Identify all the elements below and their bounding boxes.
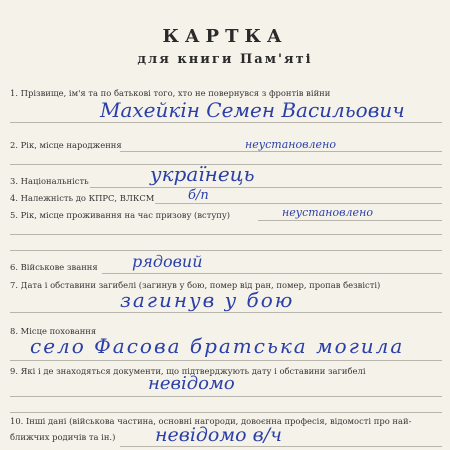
field-10-label-line-1: 10. Інші дані (військова частина, основні нагороди, довоєнна професія, відомості про най- <box>10 416 412 426</box>
field-2-label: 2. Рік, місце народження <box>10 140 122 150</box>
field-9-label: 9. Які і де знаходяться документи, що підтверджують дату і обставини загибелі <box>10 366 366 376</box>
field-2-rule <box>120 151 442 152</box>
field-7-value: загинув у бою <box>120 288 295 312</box>
field-1-rule <box>10 122 442 123</box>
field-5-label: 5. Рік, місце проживання на час призову (вступу) <box>10 210 231 220</box>
field-8-value: село Фасова братська могила <box>30 334 405 358</box>
field-4-value: б/п <box>188 188 209 203</box>
field-9-rule <box>10 396 442 397</box>
card-title: КАРТКА <box>162 26 288 47</box>
field-3-rule <box>90 187 442 188</box>
field-5-rule-2 <box>10 234 442 235</box>
field-7-rule <box>10 312 442 313</box>
field-5-value: неустановлено <box>282 206 373 219</box>
field-5-rule <box>258 220 442 221</box>
field-10-rule-top <box>10 412 442 413</box>
card-subtitle: для книги Пам'яті <box>137 52 313 67</box>
field-1-value: Махейкін Семен Васильович <box>100 98 405 122</box>
field-4-label: 4. Належність до КПРС, ВЛКСМ <box>10 193 155 203</box>
field-2-value: неустановлено <box>245 138 336 151</box>
field-10-rule <box>120 446 442 447</box>
field-3-label: 3. Національність <box>10 176 89 186</box>
field-6-value: рядовий <box>132 252 203 271</box>
field-6-label: 6. Військове звання <box>10 262 98 272</box>
field-3-value: українець <box>150 162 255 186</box>
field-9-value: невідомо <box>148 373 235 394</box>
field-10-value: невідомо в/ч <box>155 424 282 446</box>
field-5-rule-3 <box>10 250 442 251</box>
field-6-rule <box>102 273 442 274</box>
field-8-rule <box>10 360 442 361</box>
field-4-rule <box>155 203 442 204</box>
field-8-label: 8. Місце поховання <box>10 326 97 336</box>
field-1-label: 1. Прізвище, ім'я та по батькові того, хто не повернувся з фронтів війни <box>10 88 331 98</box>
field-7-label: 7. Дата і обставини загибелі (загинув у бою, помер від ран, помер, пропав безвісті) <box>10 280 381 290</box>
field-10-label-line-2: ближчих родичів та ін.) <box>10 432 116 442</box>
